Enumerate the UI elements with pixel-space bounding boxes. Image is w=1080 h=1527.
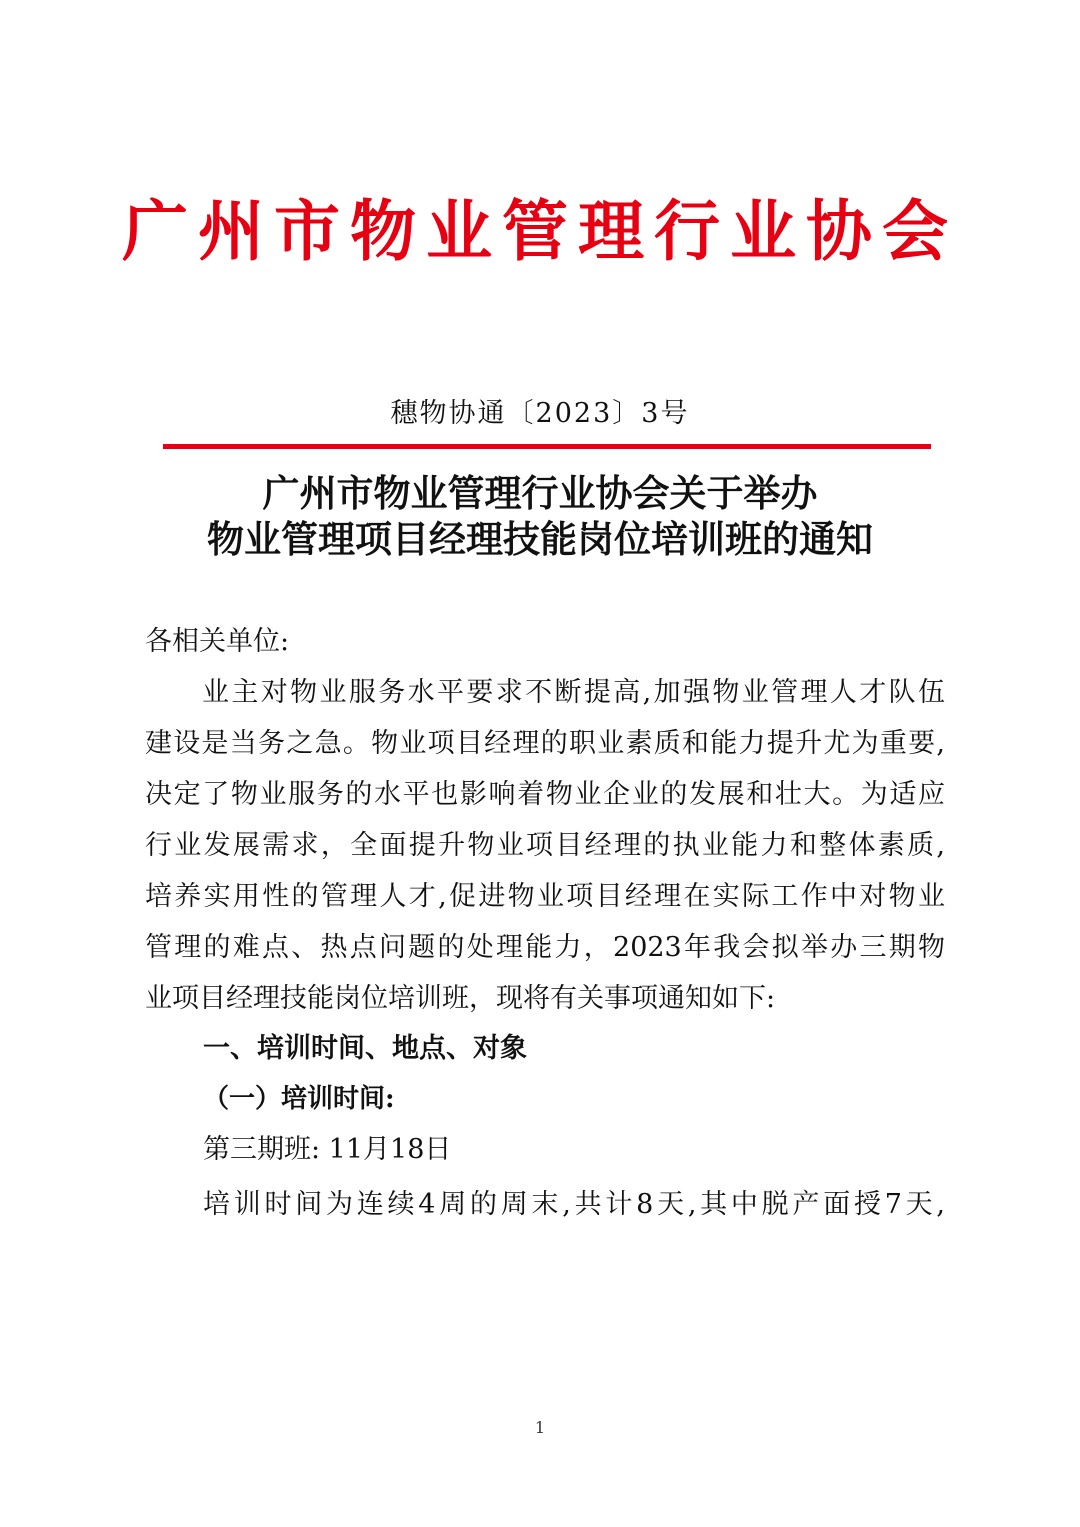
page-number: 1 <box>534 1418 546 1437</box>
paragraph-line: 业项目经理技能岗位培训班，现将有关事项通知如下: <box>145 983 776 1014</box>
paragraph-line: 决定了物业服务的水平也影响着物业企业的发展和壮大。为适应 <box>145 779 945 810</box>
notice-title-line-1: 广州市物业管理行业协会关于举办 <box>262 471 818 515</box>
paragraph-line: 培养实用性的管理人才,促进物业项目经理在实际工作中对物业 <box>145 881 945 912</box>
term-date-line: 第三期班: 11月18日 <box>203 1134 452 1165</box>
notice-title-line-2: 物业管理项目经理技能岗位培训班的通知 <box>207 517 873 561</box>
intro-paragraph <box>145 667 945 1024</box>
section-heading: 一、培训时间、地点、对象 <box>203 1033 527 1064</box>
salutation: 各相关单位: <box>145 626 290 657</box>
paragraph-line: 建设是当务之急。物业项目经理的职业素质和能力提升尤为重要, <box>145 728 945 759</box>
paragraph-line: 行业发展需求，全面提升物业项目经理的执业能力和整体素质, <box>145 830 945 861</box>
subsection-heading: （一）培训时间: <box>203 1084 395 1114</box>
paragraph-line: 业主对物业服务水平要求不断提高,加强物业管理人才队伍 <box>202 677 945 708</box>
paragraph-line: 管理的难点、热点问题的处理能力，2023年我会拟举办三期物 <box>145 932 945 963</box>
red-divider <box>163 444 931 449</box>
organization-title: 广州市物业管理行业协会 <box>122 192 958 270</box>
document-number: 穗物协通〔2023〕3号 <box>390 398 690 429</box>
training-schedule-line: 培训时间为连续4周的周末,共计8天,其中脱产面授7天, <box>203 1189 945 1220</box>
